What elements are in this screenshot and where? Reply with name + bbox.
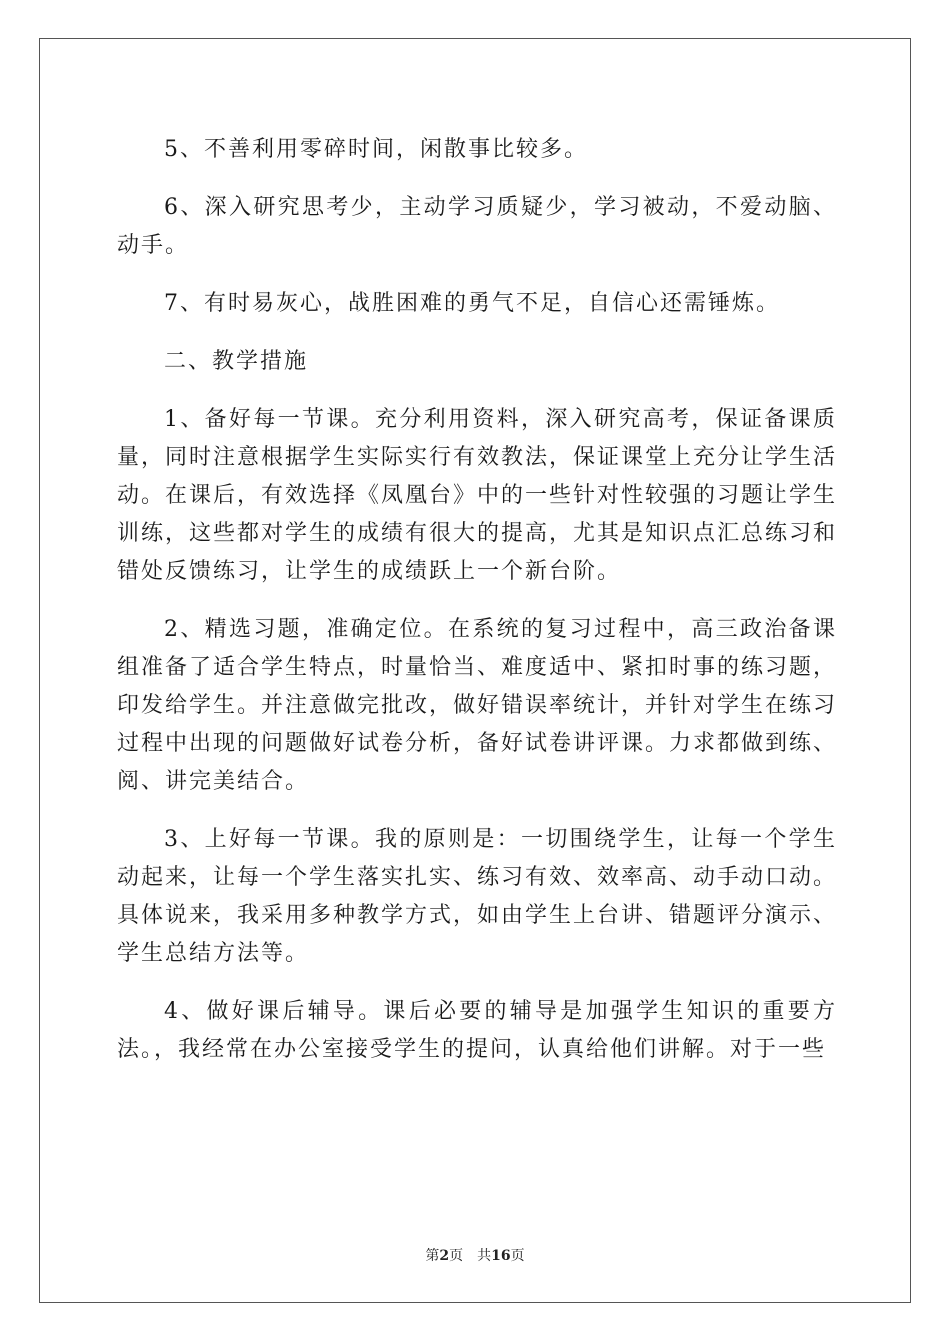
paragraph-item-7: 7、有时易灰心，战胜困难的勇气不足，自信心还需锤炼。	[164, 291, 780, 316]
total-pages: 16	[491, 1248, 511, 1264]
total-suffix: 页	[510, 1248, 525, 1264]
document-body	[117, 131, 837, 1089]
paragraph-item-5: 5、不善利用零碎时间，闲散事比较多。	[164, 137, 588, 162]
page-number: 2	[439, 1248, 450, 1264]
page-footer	[0, 1247, 950, 1265]
paragraph-item-6: 6、深入研究思考少，主动学习质疑少，学习被动，不爱动脑、动手。	[117, 195, 837, 258]
page-prefix: 第	[425, 1248, 440, 1264]
paragraph-measure-4: 4、做好课后辅导。课后必要的辅导是加强学生知识的重要方法。，我经常在办公室接受学生的提问，认真给他们讲解。对于一些	[117, 999, 837, 1062]
paragraph-measure-1: 1、备好每一节课。充分利用资料，深入研究高考，保证备课质量，同时注意根据学生实际实行有效教法，保证课堂上充分让学生活动。在课后，有效选择《凤凰台》中的一些针对性较强的习题让学生训练，这些都对学生的成绩有很大的提高，尤其是知识点汇总练习和错处反馈练习，让学生的成绩跃上一个新台阶。	[117, 407, 838, 584]
paragraph-measure-3: 3、上好每一节课。我的原则是：一切围绕学生，让每一个学生动起来，让每一个学生落实扎实、练习有效、效率高、动手动口动。具体说来，我采用多种教学方式，如由学生上台讲、错题评分演示、学生总结方法等。	[117, 827, 838, 966]
page-suffix: 页	[449, 1248, 464, 1264]
total-prefix: 共	[477, 1248, 492, 1264]
section-heading-teaching-measures: 二、教学措施	[164, 349, 309, 374]
paragraph-measure-2: 2、精选习题，准确定位。在系统的复习过程中，高三政治备课组准备了适合学生特点，时量恰当、难度适中、紧扣时事的练习题，印发给学生。并注意做完批改，做好错误率统计，并针对学生在练习过程中出现的问题做好试卷分析，备好试卷讲评课。力求都做到练、阅、讲完美结合。	[117, 617, 838, 794]
